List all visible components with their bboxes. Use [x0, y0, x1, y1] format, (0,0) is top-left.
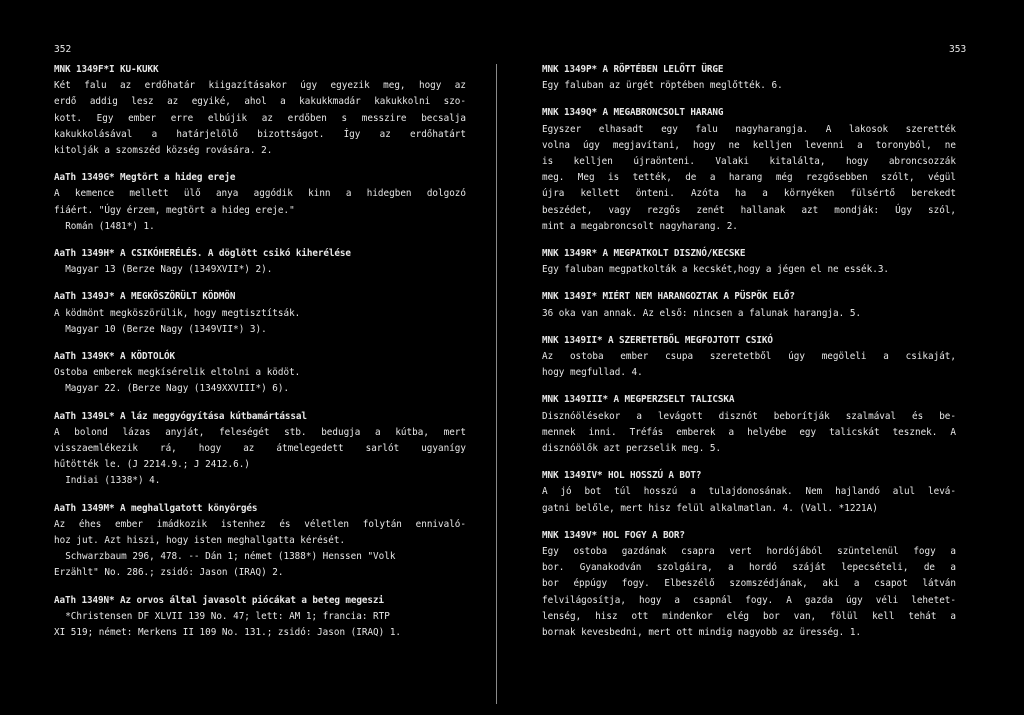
entry-text-line: Disznóölésekor a levágott disznót beborítják szalmával és be- — [542, 410, 956, 422]
page-number-right: 353 — [949, 44, 967, 55]
entry-text-line: kitolják a szomszéd község rovására. 2. — [54, 145, 273, 157]
entry-text-line: meg. Meg is tették, de a harang még rezgősebben szólt, végül — [542, 172, 956, 184]
catalog-entry — [54, 349, 466, 398]
entry-heading: MNK 1349IV* HOL HOSSZÚ A BOT? — [542, 470, 702, 482]
entry-heading: AaTh 1349G* Megtört a hideg ereje — [54, 172, 236, 184]
entry-text-line: bor éppúgy fogy. Elbeszélő szomszédjának, aki a csapot látván — [542, 578, 956, 590]
entry-text-line: A ködmönt megköszörülik, hogy megtisztítsák. — [54, 307, 301, 319]
catalog-entry — [542, 105, 956, 235]
catalog-entry — [54, 593, 466, 642]
entry-text-line: A kemence mellett ülő anya aggódik kinn a hidegben dolgozó — [54, 188, 466, 200]
entry-heading: MNK 1349III* A MEGPERZSELT TALICSKA — [542, 394, 735, 406]
entry-text-line: újra kellett önteni. Azóta ha a környéken fülsértő berekedt — [542, 188, 956, 200]
entry-text-line: erdő addig lesz az egyiké, ahol a kakukkmadár kakukkolni szo- — [54, 96, 466, 108]
catalog-entry — [542, 246, 956, 278]
catalog-entry — [542, 392, 956, 457]
entry-text-line: Az éhes ember imádkozik istenhez és véletlen folytán ennivaló- — [54, 518, 466, 530]
entry-text-line: A bolond lázas anyját, feleségét stb. bedugja a kútba, mert — [54, 426, 466, 438]
entry-heading: AaTh 1349H* A CSIKÓHERÉLÉS. A döglött csikó kiherélése — [54, 248, 351, 260]
catalog-entry — [542, 333, 956, 382]
entry-text-line: bornak kevesbedni, mert ott mindig nagyobb az üresség. 1. — [542, 627, 862, 639]
entry-text-line: Egyszer elhasadt egy falu nagyharangja. A lakosok szerették — [542, 123, 956, 135]
entry-text-line: disznóölők azt perzselik meg. 5. — [542, 443, 722, 455]
entry-text-line: XI 519; német: Merkens II 109 No. 131.; zsidó: Jason (IRAQ) 1. — [54, 627, 402, 639]
entry-text-line: Egy faluban az ürgét röptében meglőtték. 6. — [542, 80, 783, 92]
entry-text-line: hoz jut. Azt hiszi, hogy isten meghallgatta kérését. — [54, 535, 346, 547]
entry-text-line: 36 oka van annak. Az első: nincsen a falunak harangja. 5. — [542, 307, 862, 319]
catalog-entry — [542, 468, 956, 517]
entry-heading: AaTh 1349L* A láz meggyógyítása kútbamártással — [54, 410, 307, 422]
entry-heading: MNK 1349R* A MEGPATKOLT DISZNÓ/KECSKE — [542, 248, 746, 260]
catalog-entry — [54, 170, 466, 235]
entry-heading: MNK 1349Q* A MEGABRONCSOLT HARANG — [542, 107, 724, 119]
entry-heading: AaTh 1349K* A KÖDTOLÓK — [54, 351, 175, 363]
entry-heading: MNK 1349P* A RÖPTÉBEN LELŐTT ÜRGE — [542, 64, 724, 75]
catalog-entry — [54, 501, 466, 582]
entry-text-line: Az ostoba ember csupa szeretetből úgy megöleli a csikaját, — [542, 351, 956, 363]
catalog-entry — [542, 62, 956, 94]
entry-text-line: gatni belőle, mert hisz felül alkalmatlan. 4. (Vall. *1221A) — [542, 502, 878, 514]
catalog-entry — [54, 289, 466, 338]
entry-text-line: A jó bot túl hosszú a tulajdonosának. Nem hajlandó alul levá- — [542, 486, 956, 498]
entry-text-line: kott. Egy ember erre elbújik az erdőben s messzire becsalja — [54, 112, 466, 124]
entry-text-line: hűtötték le. (J 2214.9.; J 2412.6.) — [54, 459, 250, 471]
entry-heading: MNK 1349V* HOL FOGY A BOR? — [542, 529, 685, 541]
entry-text-line: visszaemlékezik rá, hogy az átmelegedett sarlót ugyanígy — [54, 443, 466, 455]
entry-text-line: hogy megfullad. 4. — [542, 367, 643, 379]
catalog-entry — [542, 528, 956, 641]
gutter-divider — [496, 64, 497, 704]
entry-text-line: Magyar 13 (Berze Nagy (1349XVII*) 2). — [54, 264, 273, 276]
entry-text-line: fiáért. "Úgy érzem, megtört a hideg ereje." — [54, 204, 295, 216]
entry-text-line: bor. Gyanakodván szolgáira, a hordó száját lepecsételi, de a — [542, 562, 956, 574]
entry-text-line: *Christensen DF XLVII 139 No. 47; lett: AM 1; francia: RTP — [54, 610, 390, 622]
entry-text-line: mint a megabroncsolt nagyharang. 2. — [542, 220, 738, 232]
entry-text-line: felvilágosítja, hogy a csapnál fogy. A gazda úgy véli lehetet- — [542, 594, 956, 606]
entry-heading: AaTh 1349N* Az orvos által javasolt piócákat a beteg megeszi — [54, 594, 384, 606]
page-number-left: 352 — [54, 44, 72, 55]
catalog-entry — [54, 409, 466, 490]
entry-heading: MNK 1349I* MIÉRT NEM HARANGOZTAK A PÜSPÖK ELŐ? — [542, 291, 795, 303]
entry-text-line: Két falu az erdőhatár kiigazításakor úgy egyezik meg, hogy az — [54, 80, 466, 92]
catalog-entry — [54, 246, 466, 278]
entry-text-line: beszédet, vagy rezgős zenét hallanak azt mondják: Úgy szól, — [542, 204, 956, 216]
entry-text-line: volna úgy megjavítani, hogy ne kelljen levenni a toronyból, ne — [542, 139, 956, 151]
entry-heading: MNK 1349F*I KU-KUKK — [54, 64, 159, 75]
entry-text-line: Román (1481*) 1. — [54, 220, 155, 232]
right-page — [542, 62, 956, 652]
entry-text-line: Indiai (1338*) 4. — [54, 475, 161, 487]
entry-text-line: mennek inni. Tréfás emberek a helyébe egy talicskát tesznek. A — [542, 426, 956, 438]
entry-text-line: Egy faluban megpatkolták a kecskét,hogy a jégen el ne essék.3. — [542, 264, 890, 276]
entry-text-line: Schwarzbaum 296, 478. -- Dán 1; német (1388*) Henssen "Volk — [54, 551, 396, 563]
entry-text-line: lenség, hisz ott mindenkor elég bor van, fölül kell tehát a — [542, 610, 956, 622]
entry-heading: MNK 1349II* A SZERETETBŐL MEGFOJTOTT CSIKÓ — [542, 334, 773, 346]
entry-text-line: Egy ostoba gazdának csapra vert hordójából szüntelenül fogy a — [542, 546, 956, 558]
entry-text-line: is kelljen újraönteni. Valaki kitalálta, hogy abroncsozzák — [542, 156, 956, 168]
entry-heading: AaTh 1349J* A MEGKÖSZÖRÜLT KÖDMÖN — [54, 291, 236, 303]
entry-heading: AaTh 1349M* A meghallgatott könyörgés — [54, 502, 258, 514]
catalog-entry — [54, 62, 466, 159]
left-page — [54, 62, 466, 652]
entry-text-line: Magyar 22. (Berze Nagy (1349XXVIII*) 6). — [54, 383, 290, 395]
entry-text-line: Ostoba emberek megkísérelik eltolni a ködöt. — [54, 367, 301, 379]
catalog-entry — [542, 289, 956, 321]
entry-text-line: Magyar 10 (Berze Nagy (1349VII*) 3). — [54, 323, 267, 335]
entry-text-line: kakukkolásával a határjelölő bizottságot. Így az erdőhatárt — [54, 128, 466, 140]
entry-text-line: Erzählt" No. 286.; zsidó: Jason (IRAQ) 2. — [54, 567, 284, 579]
